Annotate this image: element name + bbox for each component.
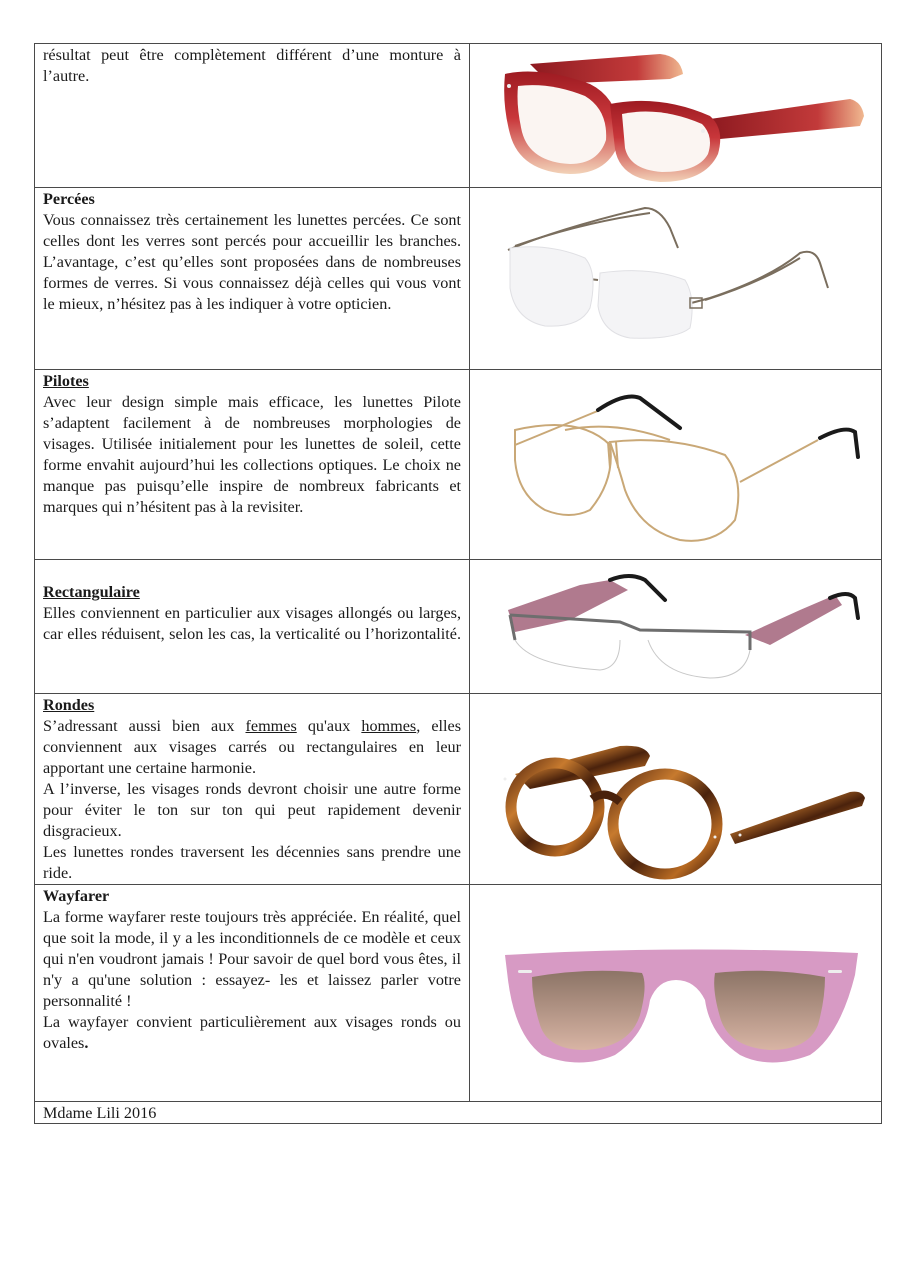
table-row — [35, 560, 882, 694]
image-cell — [470, 44, 882, 188]
section-title-pilotes: Pilotes — [43, 372, 89, 390]
paragraph: Elles conviennent en particulier aux visages allongés ou larges, car elles réduisent, selon les cas, la verticalité ou l’horizontalité. — [43, 604, 461, 643]
glasses-styles-table — [34, 43, 882, 1124]
section-title-rectangulaire: Rectangulaire — [43, 583, 140, 601]
footer-cell: Mdame Lili 2016 — [35, 1102, 882, 1124]
paragraph: S’adressant aussi bien aux femmes qu'aux hommes, elles conviennent aux visages carrés ou rectangulaires en leur apportant une certaine harmonie. — [43, 717, 461, 777]
text-cell — [35, 694, 470, 885]
link-hommes[interactable]: hommes — [361, 717, 417, 735]
paragraph: A l’inverse, les visages ronds devront choisir une autre forme pour éviter le ton sur ton qui peut rapidement devenir disgracieux. — [43, 780, 461, 840]
table-row — [35, 694, 882, 885]
table-row — [35, 370, 882, 560]
paragraph: Les lunettes rondes traversent les décennies sans prendre une ride. — [43, 843, 461, 882]
paragraph: Avec leur design simple mais efficace, les lunettes Pilote s’adaptent facilement à de nombreuses morphologies de visages. Utilisée initialement pour les lunettes de soleil, cette forme envahit aujourd’hui les collections optiques. Le choix ne manque pas puisqu’elle inspire de nombreux fabricants et marques qui n’hésitent pas à la revisiter. — [43, 393, 461, 516]
image-cell — [470, 188, 882, 370]
link-femmes[interactable]: femmes — [245, 717, 297, 735]
image-cell — [470, 370, 882, 560]
section-title-wayfarer: Wayfarer — [43, 887, 110, 905]
red-cat-eye-glasses-image — [470, 44, 881, 187]
rectangular-half-rim-glasses-image — [470, 560, 881, 693]
table-row — [35, 1102, 882, 1124]
pink-wayfarer-sunglasses-image — [470, 885, 881, 1101]
round-tortoiseshell-glasses-image — [470, 694, 881, 883]
section-title-rondes: Rondes — [43, 696, 95, 714]
text-cell — [35, 44, 470, 188]
rimless-glasses-image — [470, 188, 881, 369]
text-cell — [35, 885, 470, 1102]
image-cell — [470, 885, 882, 1102]
table-row — [35, 44, 882, 188]
aviator-glasses-image — [470, 370, 881, 559]
image-cell — [470, 694, 882, 885]
table-row — [35, 885, 882, 1102]
text-cell — [35, 188, 470, 370]
section-title-percees: Percées — [43, 190, 95, 208]
image-cell — [470, 560, 882, 694]
text-cell — [35, 560, 470, 694]
paragraph: Vous connaissez très certainement les lunettes percées. Ce sont celles dont les verres sont percés pour accueillir les branches. L’avantage, c’est qu’elles sont proposées dans de nombreuses formes de verres. Si vous connaissez déjà celles qui vous vont le mieux, n’hésitez pas à les indiquer à votre opticien. — [43, 211, 461, 313]
paragraph: La forme wayfarer reste toujours très appréciée. En réalité, quel que soit la mode, il y a les inconditionnels de ce modèle et ceux qui n'en voudront jamais ! Pour savoir de quel bord vous êtes, il n'y a qu'une solution : essayez- les et laissez parler votre personnalité ! — [43, 908, 461, 1010]
paragraph: La wayfayer convient particulièrement aux visages ronds ou ovales. — [43, 1013, 461, 1052]
paragraph: résultat peut être complètement différent d’une monture à l’autre. — [43, 46, 461, 85]
text-cell — [35, 370, 470, 560]
table-row — [35, 188, 882, 370]
